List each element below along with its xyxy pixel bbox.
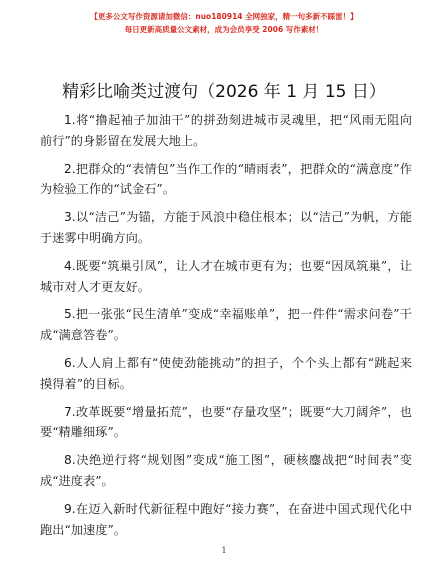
paragraph-number: 3. bbox=[64, 210, 76, 225]
paragraph-number: 5. bbox=[64, 307, 76, 322]
paragraph-number: 6. bbox=[64, 355, 76, 370]
paragraph-text: 将“撸起袖子加油干”的拼劲刻进城市灵魂里，把“风雨无阻向前行”的身影留在发展大地上。 bbox=[40, 113, 412, 148]
paragraph-text: 人人肩上都有“使使劲能挑动”的担子，个个头上都有“跳起来摸得着”的目标。 bbox=[40, 355, 412, 391]
paragraph-2 bbox=[40, 159, 412, 201]
paragraph-9 bbox=[40, 499, 412, 541]
paragraph-number: 9. bbox=[64, 501, 76, 516]
promo-banner-line-1: 【更多公文写作资源请加微信：nuo180914 全网独家，精一句多新不踩雷！】 bbox=[90, 12, 358, 21]
paragraph-text: 决绝逆行将“规划图”变成“施工图”，硬核鏖战把“时间表”变成“进度表”。 bbox=[40, 453, 412, 488]
paragraph-6 bbox=[40, 353, 412, 395]
paragraph-number: 4. bbox=[64, 258, 76, 273]
paragraph-number: 1. bbox=[64, 113, 76, 127]
paragraph-8 bbox=[40, 450, 412, 492]
paragraph-number: 8. bbox=[64, 453, 76, 468]
paragraph-5 bbox=[40, 304, 412, 346]
paragraph-7 bbox=[40, 402, 412, 444]
paragraph-text: 把一张张“民生清单”变成“幸福账单”，把一件件“需求问卷”干成“满意答卷”。 bbox=[40, 307, 412, 343]
paragraph-text: 在迈入新时代新征程中跑好“接力赛”，在奋进中国式现代化中跑出“加速度”。 bbox=[40, 501, 412, 537]
promo-banner bbox=[0, 10, 448, 36]
paragraph-number: 7. bbox=[64, 404, 76, 419]
paragraph-text: 把群众的“表情包”当作工作的“晴雨表”，把群众的“满意度”作为检验工作的“试金石”。 bbox=[40, 161, 412, 197]
paragraph-text: 以“洁己”为锚，方能于风浪中稳住根本；以“洁己”为帆，方能于迷雾中明确方向。 bbox=[40, 210, 412, 245]
paragraph-1 bbox=[40, 110, 412, 152]
promo-banner-line-2: 每日更新高质量公文素材，成为会员享受 2006 写作素材！ bbox=[124, 25, 324, 34]
document-title: 精彩比喻类过渡句（2026 年 1 月 15 日） bbox=[62, 82, 386, 102]
page-number: 1 bbox=[221, 546, 227, 555]
document-body bbox=[40, 110, 412, 547]
paragraph-text: 既要“筑巢引凤”，让人才在城市更有为；也要“因凤筑巢”，让城市对人才更友好。 bbox=[40, 258, 412, 294]
paragraph-3 bbox=[40, 207, 412, 249]
paragraph-number: 2. bbox=[64, 161, 76, 176]
paragraph-4 bbox=[40, 256, 412, 298]
paragraph-text: 改革既要“增量拓荒”，也要“存量攻坚”；既要“大刀阔斧”，也要“精雕细琢”。 bbox=[40, 404, 412, 440]
